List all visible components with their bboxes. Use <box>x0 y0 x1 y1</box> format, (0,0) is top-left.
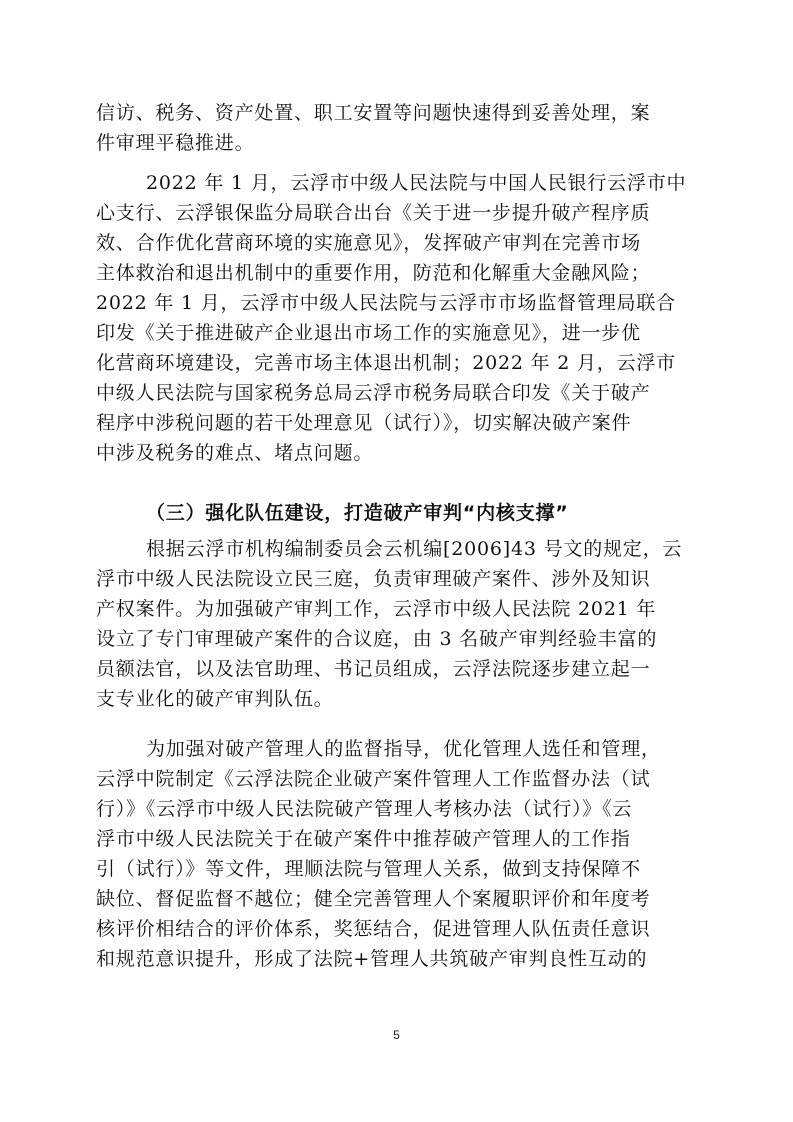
text-line: 2022 年 1 月，云浮市中级人民法院与云浮市市场监督管理局联合 <box>96 292 676 314</box>
paragraph-continuation <box>96 98 696 158</box>
text-line: 中涉及税务的难点、堵点问题。 <box>96 442 374 464</box>
page-number: 5 <box>393 1028 400 1042</box>
text-line: 程序中涉税问题的若干处理意见（试行）》，切实解决破产案件 <box>96 412 632 434</box>
text-line: 和规范意识提升，形成了法院+管理人共筑破产审判良性互动的 <box>96 948 648 970</box>
text-line: 中级人民法院与国家税务总局云浮市税务局联合印发《关于破产 <box>96 382 651 404</box>
section-heading-block <box>96 498 696 528</box>
text-line: 信访、税务、资产处置、职工安置等问题快速得到妥善处理，案 <box>96 102 651 124</box>
text-line: 行）》《云浮市中级人民法院破产管理人考核办法（试行）》《云 <box>96 798 633 820</box>
paragraph-administrator-supervision <box>96 734 696 974</box>
text-line: 员额法官，以及法官助理、书记员组成，云浮法院逐步建立起一 <box>96 658 651 680</box>
paragraph-tribunal-setup <box>96 534 696 714</box>
section-heading: （三）强化队伍建设，打造破产审判“内核支撑” <box>146 502 569 524</box>
text-line: 印发《关于推进破产企业退出市场工作的实施意见》，进一步优 <box>96 322 641 344</box>
text-line: 引（试行）》等文件，理顺法院与管理人关系，做到支持保障不 <box>96 858 641 880</box>
text-line: 支专业化的破产审判队伍。 <box>96 688 334 710</box>
text-line: 为加强对破产管理人的监督指导，优化管理人选任和管理， <box>146 738 661 760</box>
text-line: 核评价相结合的评价体系，奖惩结合，促进管理人队伍责任意识 <box>96 918 651 940</box>
text-line: 件审理平稳推进。 <box>96 132 255 154</box>
text-line: 浮市中级人民法院关于在破产案件中推荐破产管理人的工作指 <box>96 828 631 850</box>
text-line: 化营商环境建设，完善市场主体退出机制；2022 年 2 月，云浮市 <box>96 352 676 374</box>
text-line: 效、合作优化营商环境的实施意见》，发挥破产审判在完善市场 <box>96 232 641 254</box>
text-line: 根据云浮市机构编制委员会云机编[2006]43 号文的规定，云 <box>146 538 683 560</box>
text-line: 产权案件。为加强破产审判工作，云浮市中级人民法院 2021 年 <box>96 598 657 620</box>
text-line: 浮市中级人民法院设立民三庭，负责审理破产案件、涉外及知识 <box>96 568 651 590</box>
text-line: 心支行、云浮银保监分局联合出台《关于进一步提升破产程序质 <box>96 202 651 224</box>
text-line: 2022 年 1 月，云浮市中级人民法院与中国人民银行云浮市中 <box>146 172 687 194</box>
text-line: 主体救治和退出机制中的重要作用，防范和化解重大金融风险； <box>96 262 651 284</box>
text-line: 设立了专门审理破产案件的合议庭，由 3 名破产审判经验丰富的 <box>96 628 658 650</box>
text-line: 缺位、督促监督不越位；健全完善管理人个案履职评价和年度考 <box>96 888 651 910</box>
text-line: 云浮中院制定《云浮法院企业破产案件管理人工作监督办法（试 <box>96 768 651 790</box>
paragraph-policy-documents <box>96 168 696 468</box>
